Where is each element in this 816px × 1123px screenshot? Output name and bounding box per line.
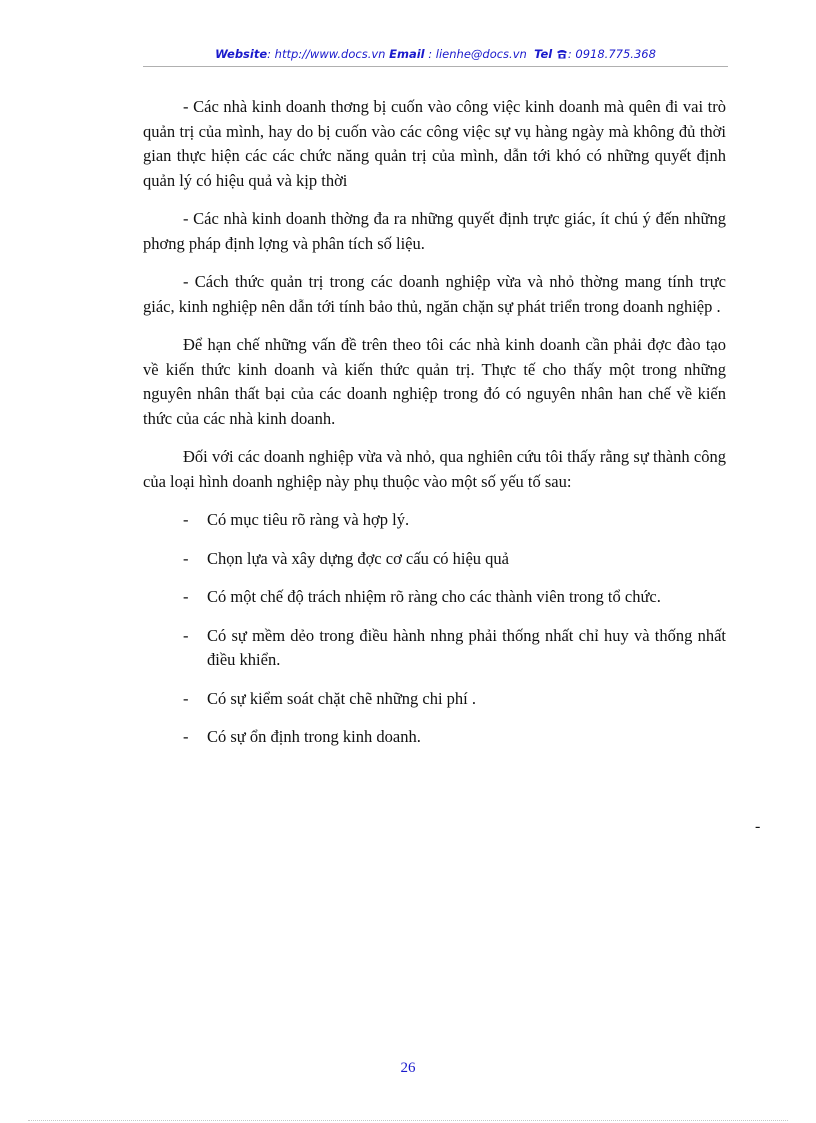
list-item-text: Có mục tiêu rõ ràng và hợp lý. <box>207 510 410 529</box>
bullet-dash: - <box>183 548 189 568</box>
bullet-dash: - <box>183 625 189 645</box>
phone-icon <box>556 47 568 61</box>
paragraph: - Các nhà kinh doanh thờng đa ra những quyết định trực giác, ít chú ý đến những phơng pháp định lợng và phân tích số liệu. <box>143 209 726 253</box>
website-label: Website <box>215 47 268 61</box>
paragraph: - Các nhà kinh doanh thơng bị cuốn vào công việc kinh doanh mà quên đi vai trò quản trị của mình, hay do bị cuốn vào các công việc sự vụ hàng ngày mà không đủ thời gian thực hiện các các chức năng quản trị của mình, dẫn tới khó có những quyết định quản lý có hiệu quả và kịp thời <box>143 97 726 190</box>
list-item <box>143 585 726 610</box>
page-header <box>143 47 728 61</box>
footer-divider <box>28 1120 788 1121</box>
list-item-text: Có một chế độ trách nhiệm rõ ràng cho các thành viên trong tổ chức. <box>207 587 661 606</box>
email-value: : lienhe@docs.vn <box>428 47 527 61</box>
paragraph: Để hạn chế những vấn đề trên theo tôi các nhà kinh doanh cần phải đợc đào tạo về kiến thức kinh doanh và kiến thức quản trị. Thực tế cho thấy một trong những nguyên nhân thất bại của các doanh nghiệp trong đó có nguyên nhân han chế về kiến thức của các nhà kinh doanh. <box>143 335 726 428</box>
list-item-text: Chọn lựa và xây dựng đợc cơ cấu có hiệu quả <box>207 548 509 568</box>
stray-dash: - <box>755 818 761 835</box>
paragraph: - Cách thức quản trị trong các doanh nghiệp vừa và nhỏ thờng mang tính trực giác, kinh nghiệp nên dẫn tới tính bảo thủ, ngăn chặn sự phát triển trong doanh nghiệp . <box>143 272 726 316</box>
bullet-dash: - <box>183 587 189 606</box>
list-item <box>143 508 726 533</box>
page-number: 26 <box>400 1060 416 1076</box>
list-item <box>143 725 726 750</box>
list-item <box>143 624 726 673</box>
bullet-dash: - <box>183 688 189 708</box>
bullet-dash: - <box>183 727 189 746</box>
header-divider <box>143 66 728 67</box>
list-item-text: Có sự ổn định trong kinh doanh. <box>207 727 421 746</box>
list-item <box>143 687 726 712</box>
document-body <box>143 95 726 764</box>
bullet-dash: - <box>183 510 189 529</box>
paragraph: Đối với các doanh nghiệp vừa và nhỏ, qua nghiên cứu tôi thấy rằng sự thành công của loại hình doanh nghiệp này phụ thuộc vào một số yếu tố sau: <box>143 447 726 491</box>
list-item <box>143 547 726 572</box>
tel-value: : 0918.775.368 <box>567 47 656 61</box>
website-value: : http://www.docs.vn <box>267 47 386 61</box>
email-label: Email <box>389 47 425 61</box>
tel-label: Tel <box>534 47 553 61</box>
list-item-text: Có sự mềm dẻo trong điều hành nhng phải thống nhất chỉ huy và thống nhất điều khiển. <box>207 625 726 669</box>
list-item-text: Có sự kiểm soát chặt chẽ những chi phí . <box>207 688 477 708</box>
